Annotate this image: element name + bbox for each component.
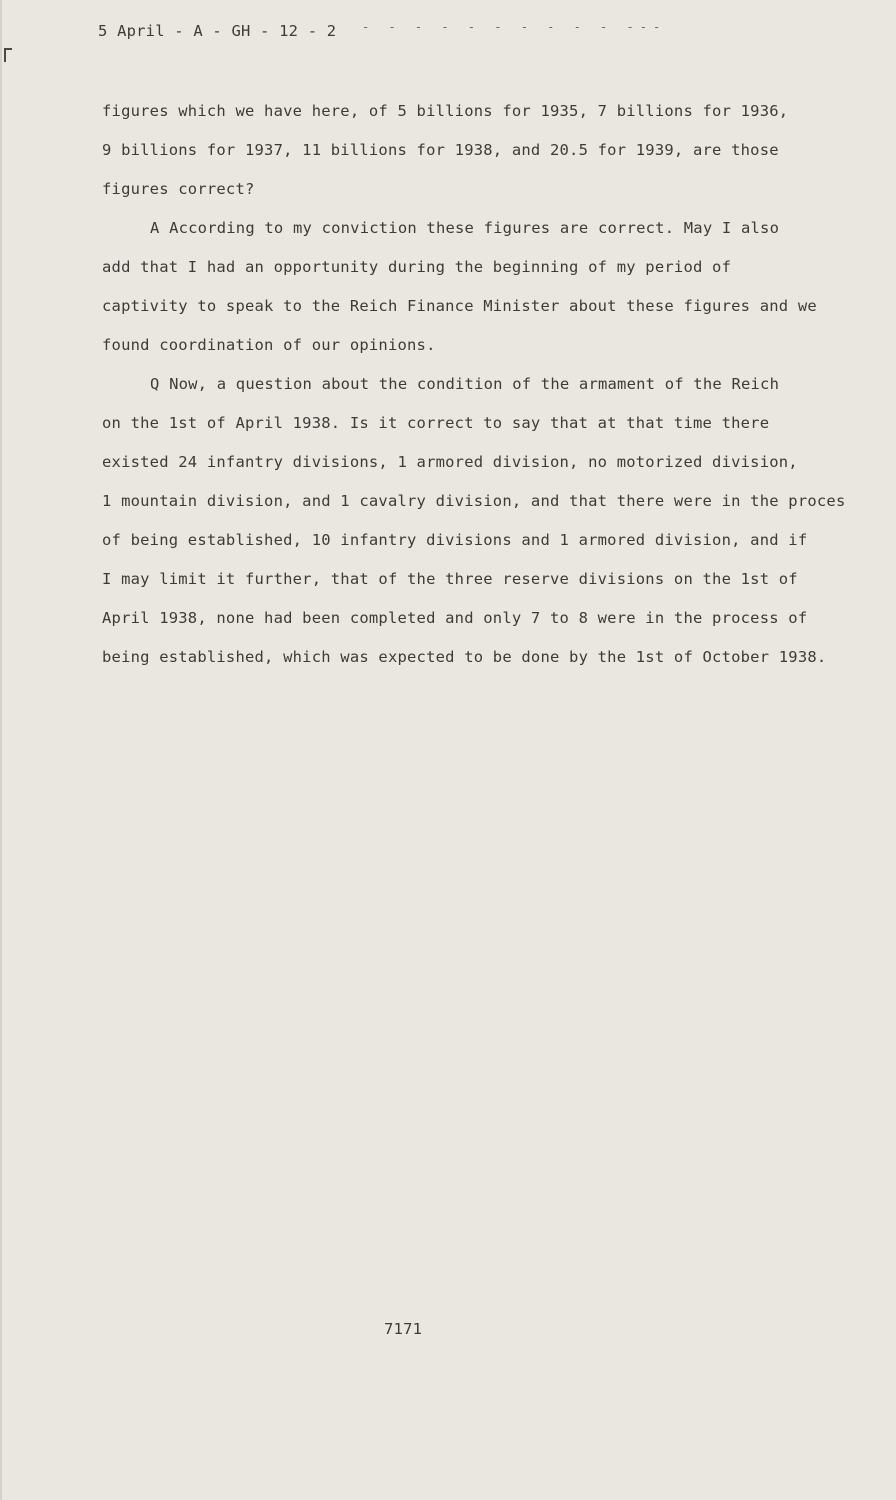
text-line: 1 mountain division, and 1 cavalry division, and that there were in the proces	[102, 492, 846, 510]
text-line: found coordination of our opinions.	[102, 336, 436, 354]
text-line: figures which we have here, of 5 billions for 1935, 7 billions for 1936,	[102, 102, 789, 120]
text-line: on the 1st of April 1938. Is it correct to say that at that time there	[102, 414, 770, 432]
text-line: existed 24 infantry divisions, 1 armored division, no motorized division,	[102, 453, 798, 471]
text-line: add that I had an opportunity during the beginning of my period of	[102, 258, 732, 276]
page-header-reference: 5 April - A - GH - 12 - 2	[98, 22, 337, 40]
text-line: captivity to speak to the Reich Finance Minister about these figures and we	[102, 297, 817, 315]
top-edge-dashes: - - - - - - - - - - ---	[362, 20, 667, 34]
body-text	[102, 92, 852, 677]
text-line: April 1938, none had been completed and only 7 to 8 were in the process of	[102, 609, 808, 627]
page-edge-mark	[4, 48, 12, 62]
text-line: being established, which was expected to be done by the 1st of October 1938.	[102, 648, 827, 666]
answer-paragraph-start: A According to my conviction these figures are correct. May I also	[150, 219, 780, 237]
question-paragraph-start: Q Now, a question about the condition of the armament of the Reich	[150, 375, 780, 393]
text-line: I may limit it further, that of the three reserve divisions on the 1st of	[102, 570, 798, 588]
text-line: 9 billions for 1937, 11 billions for 1938, and 20.5 for 1939, are those	[102, 141, 779, 159]
text-line: of being established, 10 infantry divisions and 1 armored division, and if	[102, 531, 808, 549]
text-line: figures correct?	[102, 180, 255, 198]
page-number: 7171	[384, 1320, 423, 1338]
